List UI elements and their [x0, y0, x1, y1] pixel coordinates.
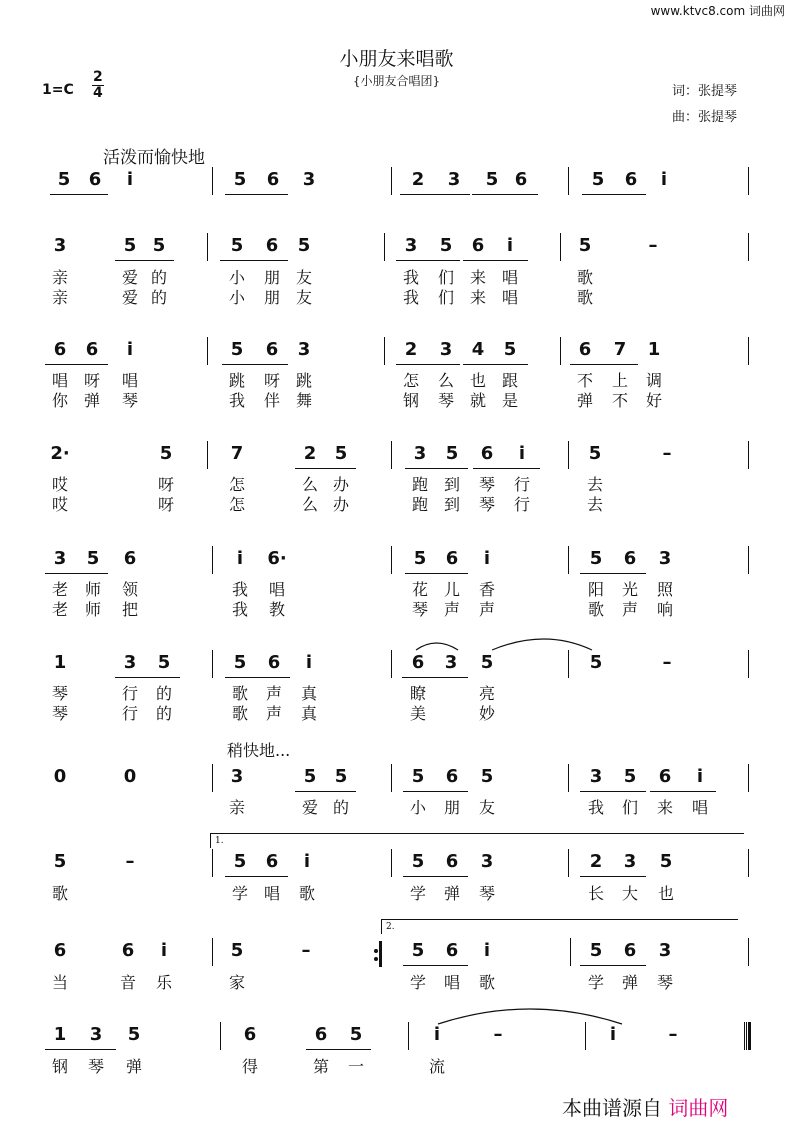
note: 7 [230, 443, 244, 464]
lyric-verse-1: 呀 [83, 371, 100, 390]
note: 6 [267, 652, 281, 673]
note: 6 [314, 1024, 328, 1045]
lyric-verse-1: 琴 [51, 684, 68, 703]
lyric-verse-1: 琴 [87, 1057, 104, 1076]
note: 5 [230, 940, 244, 961]
note: 5 [485, 169, 499, 190]
lyric-verse-1: 师 [84, 580, 101, 599]
lyric-verse-1: 来 [656, 798, 673, 817]
note: 3 [623, 851, 637, 872]
note: i [305, 652, 313, 673]
lyric-verse-1: 大 [621, 884, 638, 903]
lyric-verse-1: 们 [621, 798, 638, 817]
note: 3 [297, 339, 311, 360]
lyric-verse-2: 哎 [51, 495, 68, 514]
lyric-verse-2: 歌 [587, 600, 604, 619]
lyric-verse-1: 音 [119, 973, 136, 992]
note: 5 [297, 235, 311, 256]
note: 3 [53, 548, 67, 569]
note: 5 [589, 548, 603, 569]
lyric-verse-1: 弹 [443, 884, 460, 903]
lyric-verse-2: 师 [84, 600, 101, 619]
note: 6 [411, 652, 425, 673]
lyric-verse-2: 不 [611, 391, 628, 410]
lyric-verse-1: 瞭 [409, 684, 426, 703]
lyric-verse-2: 怎 [228, 495, 245, 514]
lyric-verse-2: 弹 [83, 391, 100, 410]
note: – [662, 443, 672, 464]
note: 5 [588, 443, 602, 464]
lyric-verse-1: 歌 [51, 884, 68, 903]
lyric-verse-1: 去 [586, 475, 603, 494]
lyric-verse-1: 跑 [411, 475, 428, 494]
lyric-verse-1: 么 [301, 475, 318, 494]
lyric-verse-2: 是 [501, 391, 518, 410]
note: – [662, 652, 672, 673]
lyric-verse-2: 爱 [121, 288, 138, 307]
note: 5 [230, 339, 244, 360]
lyric-verse-2: 小 [228, 288, 245, 307]
note: 6 [243, 1024, 257, 1045]
lyric-verse-1: 当 [51, 973, 68, 992]
lyric-verse-1: 行 [513, 475, 530, 494]
lyric-verse-1: 儿 [443, 580, 460, 599]
note: – [493, 1024, 503, 1045]
lyric-verse-2: 声 [478, 600, 495, 619]
note: 6 [265, 851, 279, 872]
lyric-verse-2: 我 [228, 391, 245, 410]
lyric-verse-1: 办 [332, 475, 349, 494]
note: 5 [230, 235, 244, 256]
lyric-verse-1: 弹 [125, 1057, 142, 1076]
note: 0 [53, 766, 67, 787]
note: i [696, 766, 704, 787]
lyric-verse-1: 亲 [228, 798, 245, 817]
tempo-marking-2: 稍快地... [227, 741, 291, 760]
lyric-verse-1: 学 [231, 884, 248, 903]
note: 5 [233, 652, 247, 673]
lyric-verse-1: 花 [411, 580, 428, 599]
note: 5 [413, 548, 427, 569]
note: 5 [591, 169, 605, 190]
note: 5 [480, 652, 494, 673]
lyric-verse-2: 友 [295, 288, 312, 307]
lyric-verse-2: 呀 [157, 495, 174, 514]
note: 3 [89, 1024, 103, 1045]
lyric-verse-1: 朋 [263, 268, 280, 287]
note: i [518, 443, 526, 464]
lyric-verse-2: 的 [150, 288, 167, 307]
lyric-verse-1: 的 [155, 684, 172, 703]
time-signature-bottom: 4 [93, 85, 103, 101]
note: 2 [303, 443, 317, 464]
lyric-verse-1: 朋 [443, 798, 460, 817]
lyric-verse-1: 唱 [443, 973, 460, 992]
note: 5 [86, 548, 100, 569]
note: i [483, 548, 491, 569]
note: 5 [411, 766, 425, 787]
note: 6 [471, 235, 485, 256]
note: 3 [658, 940, 672, 961]
lyric-verse-1: 行 [121, 684, 138, 703]
note: 5 [480, 766, 494, 787]
note: 6 [514, 169, 528, 190]
note: 5 [411, 940, 425, 961]
note: 6 [123, 548, 137, 569]
note: i [609, 1024, 617, 1045]
lyric-verse-2: 声 [265, 704, 282, 723]
watermark: www.ktvc8.com 词曲网 [650, 4, 785, 18]
lyric-verse-1: 到 [443, 475, 460, 494]
lyric-verse-2: 行 [121, 704, 138, 723]
note: – [301, 940, 311, 961]
note: 7 [613, 339, 627, 360]
note: 6 [623, 940, 637, 961]
lyric-verse-1: 友 [478, 798, 495, 817]
note: i [126, 339, 134, 360]
lyric-verse-1: 的 [150, 268, 167, 287]
lyric-verse-1: 跳 [295, 371, 312, 390]
note: 5 [53, 851, 67, 872]
lyric-verse-2: 声 [621, 600, 638, 619]
note: 3 [123, 652, 137, 673]
lyric-verse-1: 香 [478, 580, 495, 599]
note: 3 [413, 443, 427, 464]
lyric-verse-2: 妙 [478, 704, 495, 723]
lyric-verse-1: 小 [228, 268, 245, 287]
note: 5 [152, 235, 166, 256]
lyric-verse-2: 来 [469, 288, 486, 307]
lyric-verse-1: 小 [409, 798, 426, 817]
lyric-verse-2: 唱 [501, 288, 518, 307]
lyric-verse-1: 歌 [478, 973, 495, 992]
note: 4 [471, 339, 485, 360]
key-signature: 1=C [42, 82, 74, 98]
note: 6 [266, 169, 280, 190]
lyric-verse-2: 朋 [263, 288, 280, 307]
lyric-verse-1: 唱 [501, 268, 518, 287]
note: – [648, 235, 658, 256]
slur-6-3 [416, 643, 458, 650]
note: i [433, 1024, 441, 1045]
lyric-verse-1: 琴 [478, 884, 495, 903]
lyric-verse-1: 真 [300, 684, 317, 703]
note: 5 [334, 766, 348, 787]
note: 3 [302, 169, 316, 190]
lyric-verse-1: 也 [657, 884, 674, 903]
lyric-verse-1: 光 [621, 580, 638, 599]
lyric-verse-1: 阳 [587, 580, 604, 599]
note: 5 [127, 1024, 141, 1045]
note: 6 [624, 169, 638, 190]
lyric-verse-2: 响 [656, 600, 673, 619]
lyric-verse-2: 钢 [402, 391, 419, 410]
lyric-verse-2: 伴 [263, 391, 280, 410]
slur-5-5 [492, 639, 592, 650]
note: – [125, 851, 135, 872]
note: – [668, 1024, 678, 1045]
note: 5 [445, 443, 459, 464]
note: 5 [334, 443, 348, 464]
lyric-verse-2: 好 [645, 391, 662, 410]
note: 3 [230, 766, 244, 787]
note: 6 [445, 940, 459, 961]
lyric-verse-1: 钢 [51, 1057, 68, 1076]
note: 5 [233, 169, 247, 190]
lyric-verse-2: 就 [469, 391, 486, 410]
note: 2 [404, 339, 418, 360]
note: 3 [480, 851, 494, 872]
song-title: 小朋友来唱歌 [339, 48, 454, 70]
slur-final [438, 1009, 622, 1024]
lyric-verse-2: 琴 [411, 600, 428, 619]
note: 6 [88, 169, 102, 190]
song-subtitle: {小朋友合唱团} [352, 74, 441, 88]
note: 5 [623, 766, 637, 787]
footer-prefix: 本曲谱源自 [562, 1096, 662, 1120]
lyric-verse-1: 怎 [402, 371, 419, 390]
lyric-verse-2: 么 [301, 495, 318, 514]
note: 6 [445, 851, 459, 872]
lyric-verse-1: 领 [121, 580, 138, 599]
lyric-verse-1: 也 [469, 371, 486, 390]
lyric-verse-1: 爱 [121, 268, 138, 287]
note: 3 [439, 339, 453, 360]
lyric-verse-1: 爱 [301, 798, 318, 817]
lyric-verse-2: 到 [443, 495, 460, 514]
note: 5 [589, 652, 603, 673]
note: 5 [439, 235, 453, 256]
lyric-verse-1: 老 [51, 580, 68, 599]
note: 3 [53, 235, 67, 256]
lyric-verse-2: 办 [332, 495, 349, 514]
lyric-verse-2: 美 [409, 704, 426, 723]
note: 3 [447, 169, 461, 190]
lyric-verse-2: 歌 [576, 288, 593, 307]
lyric-verse-1: 唱 [691, 798, 708, 817]
lyric-verse-1: 流 [428, 1057, 445, 1076]
lyric-verse-1: 唱 [51, 371, 68, 390]
note: 5 [57, 169, 71, 190]
note: 2 [411, 169, 425, 190]
lyric-verse-2: 老 [51, 600, 68, 619]
lyric-verse-1: 跳 [228, 371, 245, 390]
lyric-verse-2: 我 [231, 600, 248, 619]
lyric-verse-2: 琴 [121, 391, 138, 410]
lyric-verse-1: 上 [611, 371, 628, 390]
lyric-verse-2: 行 [513, 495, 530, 514]
note: 5 [123, 235, 137, 256]
lyric-verse-1: 一 [347, 1057, 364, 1076]
lyric-verse-1: 调 [645, 371, 662, 390]
lyric-verse-1: 唱 [263, 884, 280, 903]
lyric-verse-1: 哎 [51, 475, 68, 494]
lyric-verse-1: 么 [437, 371, 454, 390]
source-footer [562, 1092, 728, 1121]
note: 3 [658, 548, 672, 569]
note: 5 [411, 851, 425, 872]
lyric-verse-2: 琴 [437, 391, 454, 410]
lyric-verse-2: 舞 [295, 391, 312, 410]
note: 1 [647, 339, 661, 360]
note: 5 [659, 851, 673, 872]
lyric-verse-2: 歌 [231, 704, 248, 723]
lyric-verse-1: 第 [312, 1057, 329, 1076]
note: 6 [53, 940, 67, 961]
note: i [483, 940, 491, 961]
lyric-verse-2: 把 [121, 600, 138, 619]
tempo-marking: 活泼而愉快地 [103, 148, 205, 168]
note: i [236, 548, 244, 569]
note: 5 [159, 443, 173, 464]
note: 0 [123, 766, 137, 787]
lyric-verse-1: 长 [587, 884, 604, 903]
first-ending-label: 1. [215, 836, 224, 846]
lyric-verse-1: 得 [241, 1057, 258, 1076]
lyric-verse-2: 我 [402, 288, 419, 307]
lyric-verse-2: 去 [586, 495, 603, 514]
note: 6 [121, 940, 135, 961]
note: 6 [53, 339, 67, 360]
lyric-verse-2: 跑 [411, 495, 428, 514]
note: i [660, 169, 668, 190]
lyric-verse-1: 歌 [231, 684, 248, 703]
lyric-verse-2: 弹 [576, 391, 593, 410]
lyric-verse-1: 我 [587, 798, 604, 817]
note: 6· [267, 548, 287, 569]
lyric-verse-2: 琴 [51, 704, 68, 723]
lyric-verse-1: 唱 [268, 580, 285, 599]
lyric-verse-1: 友 [295, 268, 312, 287]
lyric-verse-1: 弹 [621, 973, 638, 992]
lyric-verse-1: 来 [469, 268, 486, 287]
note: i [506, 235, 514, 256]
note: 6 [445, 766, 459, 787]
lyric-verse-1: 怎 [228, 475, 245, 494]
lyric-verse-1: 我 [402, 268, 419, 287]
note: 5 [503, 339, 517, 360]
note: 6 [480, 443, 494, 464]
lyric-verse-1: 声 [265, 684, 282, 703]
lyric-verse-1: 歌 [576, 268, 593, 287]
lyric-verse-2: 真 [300, 704, 317, 723]
lyric-verse-1: 家 [228, 973, 245, 992]
note: 5 [303, 766, 317, 787]
lyric-verse-2: 们 [437, 288, 454, 307]
lyric-verse-1: 学 [587, 973, 604, 992]
note: 6 [265, 339, 279, 360]
lyric-verse-2: 你 [51, 391, 68, 410]
lyricist-credit: 词：张提琴 [672, 84, 738, 99]
lyric-verse-1: 照 [656, 580, 673, 599]
footer-brand: 词曲网 [668, 1096, 729, 1120]
note: 5 [157, 652, 171, 673]
note: 3 [404, 235, 418, 256]
note: i [160, 940, 168, 961]
lyric-verse-1: 学 [409, 973, 426, 992]
lyric-verse-1: 们 [437, 268, 454, 287]
note: 1 [53, 1024, 67, 1045]
note: 3 [444, 652, 458, 673]
time-signature-top: 2 [93, 69, 103, 85]
note: 6 [445, 548, 459, 569]
note: 6 [85, 339, 99, 360]
note: 5 [589, 940, 603, 961]
lyric-verse-1: 呀 [263, 371, 280, 390]
lyric-verse-2: 亲 [51, 288, 68, 307]
lyric-verse-1: 我 [231, 580, 248, 599]
lyric-verse-1: 唱 [121, 371, 138, 390]
lyric-verse-1: 跟 [501, 371, 518, 390]
note: 3 [589, 766, 603, 787]
note: 6 [623, 548, 637, 569]
lyric-verse-1: 亲 [51, 268, 68, 287]
note: 6 [658, 766, 672, 787]
lyric-verse-1: 乐 [155, 973, 172, 992]
note: 2· [50, 443, 70, 464]
lyric-verse-2: 教 [268, 600, 285, 619]
second-ending-label: 2. [386, 922, 395, 932]
note: 1 [53, 652, 67, 673]
note: 5 [578, 235, 592, 256]
lyric-verse-2: 琴 [478, 495, 495, 514]
note: i [303, 851, 311, 872]
lyric-verse-1: 呀 [157, 475, 174, 494]
lyric-verse-1: 琴 [656, 973, 673, 992]
note: 2 [589, 851, 603, 872]
lyric-verse-2: 声 [443, 600, 460, 619]
lyric-verse-2: 的 [155, 704, 172, 723]
note: 5 [349, 1024, 363, 1045]
lyric-verse-1: 亮 [478, 684, 495, 703]
note: 5 [233, 851, 247, 872]
lyric-verse-1: 不 [576, 371, 593, 390]
lyric-verse-1: 学 [409, 884, 426, 903]
lyric-verse-1: 琴 [478, 475, 495, 494]
composer-credit: 曲：张提琴 [672, 110, 738, 125]
lyric-verse-1: 的 [332, 798, 349, 817]
note: 6 [578, 339, 592, 360]
note: 6 [265, 235, 279, 256]
lyric-verse-1: 歌 [298, 884, 315, 903]
note: i [126, 169, 134, 190]
